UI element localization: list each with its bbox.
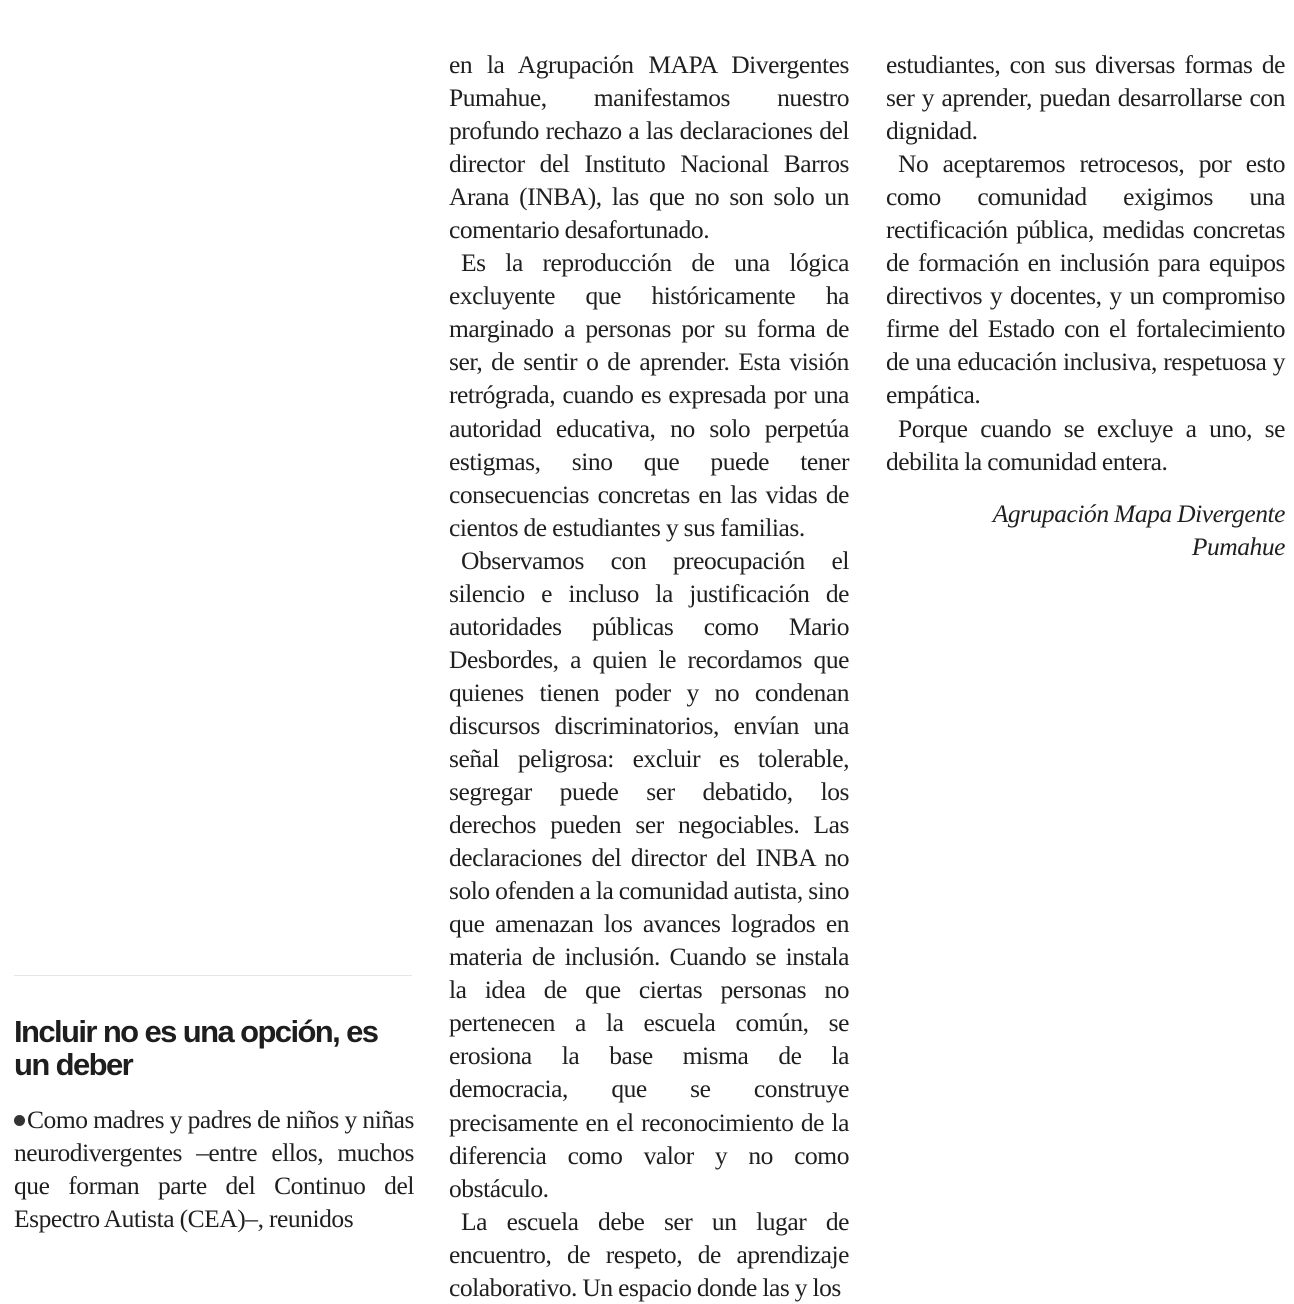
article-paragraph: La escuela debe ser un lugar de encuentro, de respeto, de aprendizaje colaborativo. Un espacio donde las y los	[449, 1206, 849, 1302]
article-column-3	[886, 48, 1285, 563]
article-headline: Incluir no es una opción, es un deber	[14, 1014, 378, 1082]
article-paragraph-continued: en la Agrupación MAPA Divergentes Pumahue, manifestamos nuestro profundo rechazo a las declaraciones del director del Instituto Nacional Barros Arana (INBA), las que no son solo un comentario desafortunado.	[449, 50, 849, 245]
article-column-2	[449, 48, 849, 1304]
signature-line-1: Agrupación Mapa Divergente	[992, 498, 1285, 528]
article-paragraph: No aceptaremos retrocesos, por esto como comunidad exigimos una rectificación pública, medidas concretas de formación en inclusión para equipos directivos y docentes, y un compromiso firme del Estado con el fortalecimiento de una educación inclusiva, respetuosa y empática.	[886, 149, 1285, 410]
article-paragraph	[14, 1103, 414, 1235]
article-paragraph: Observamos con preocupación el silencio e incluso la justificación de autoridades públicas como Mario Desbordes, a quien le recordamos que quienes tienen poder y no condenan discursos discriminatorios, envían una señal peligrosa: excluir es tolerable, segregar puede ser debatido, los derechos pueden ser negociables. Las declaraciones del director del INBA no solo ofenden a la comunidad autista, sino que amenazan los avances logrados en materia de inclusión. Cuando se instala la idea de que ciertas personas no pertenecen a la escuela común, se erosiona la base misma de la democracia, que se construye precisamente en el reconocimiento de la diferencia como valor y no como obstáculo.	[449, 545, 849, 1203]
paragraph-text: Como madres y padres de niños y niñas neurodivergentes –entre ellos, muchos que forman parte del Continuo del Espectro Autista (CEA)–, reunidos	[14, 1105, 414, 1234]
section-divider	[14, 975, 412, 976]
article-paragraph-continued: estudiantes, con sus diversas formas de ser y aprender, puedan desarrollarse con dignidad.	[886, 50, 1285, 146]
article-column-1	[14, 1015, 414, 1235]
article-paragraph: Es la reproducción de una lógica excluyente que históricamente ha marginado a personas por su forma de ser, de sentir o de aprender. Esta visión retrógrada, cuando es expresada por una autoridad educativa, no solo perpetúa estigmas, sino que puede tener consecuencias concretas en las vidas de cientos de estudiantes y sus familias.	[449, 248, 849, 542]
signature-line-2: Pumahue	[1191, 531, 1285, 561]
article-signature	[886, 497, 1285, 563]
article-paragraph: Porque cuando se excluye a uno, se debilita la comunidad entera.	[886, 413, 1285, 476]
bullet-icon	[14, 1115, 25, 1126]
